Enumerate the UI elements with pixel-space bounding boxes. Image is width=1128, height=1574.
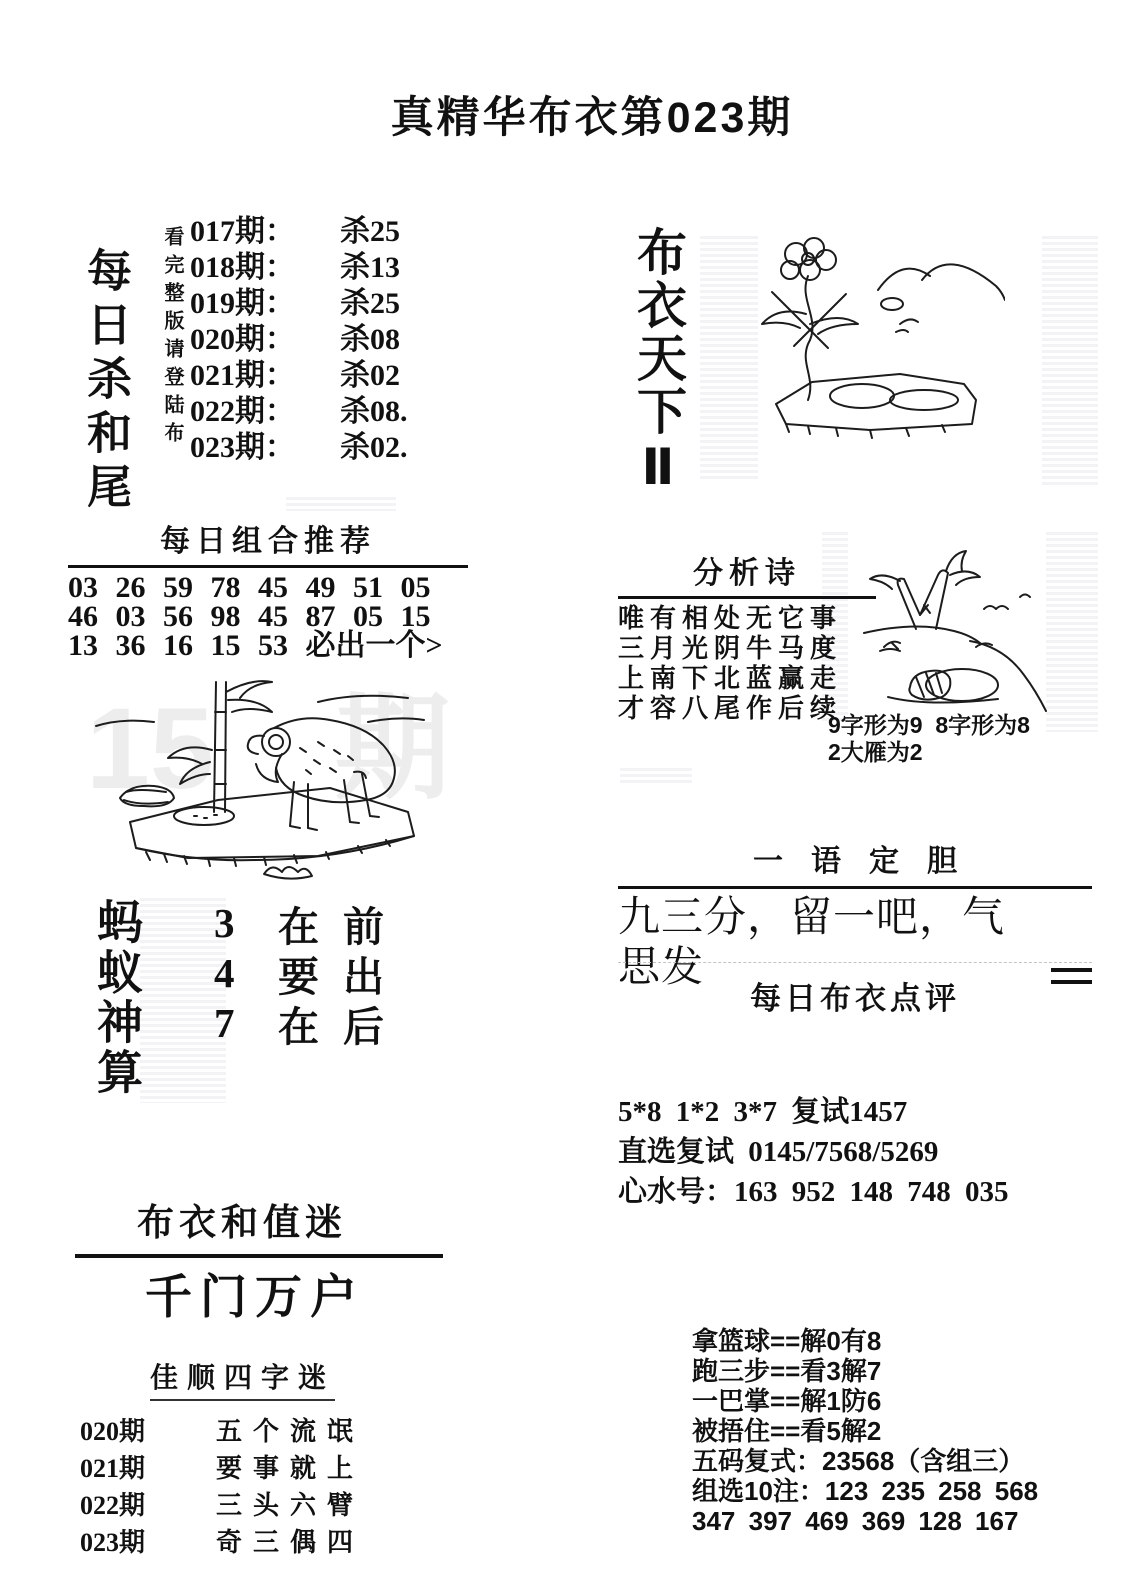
one-phrase-title: 一语定胆 <box>753 845 985 878</box>
flower-rock-sketch <box>750 228 1005 443</box>
combo-section <box>68 516 468 892</box>
poem-note-line: 2大雁为2 <box>828 739 923 765</box>
ant-god-line <box>214 898 408 948</box>
hezhi-answer: 千门万户 <box>145 1270 365 1323</box>
issue-number: 020期 <box>80 1417 146 1446</box>
tips-section <box>692 1326 1122 1536</box>
combo-row: 03 26 59 78 45 49 51 05 <box>68 571 431 604</box>
review-line: 直选复试 0145/7568/5269 <box>618 1136 939 1168</box>
digit: 4 <box>214 950 235 996</box>
issue-number: 019期： <box>190 287 295 320</box>
combo-row: 46 03 56 98 45 87 05 15 <box>68 600 431 633</box>
daily-kill-row <box>190 354 408 390</box>
issue-number: 021期 <box>80 1454 146 1483</box>
divider-line <box>618 886 1092 889</box>
tip-line: 拿篮球==解0有8 <box>692 1326 882 1356</box>
divider-line <box>618 962 1092 963</box>
tree-hill-sketch <box>858 545 1053 715</box>
poem-line: 才容八尾作后续 <box>618 694 843 723</box>
butianxia-label: 布衣天下Ⅱ <box>630 226 686 499</box>
watermark-right: 期 <box>334 685 450 813</box>
poem-section <box>618 548 876 724</box>
poem-lines <box>618 604 876 724</box>
kill-value: 杀02 <box>340 359 400 392</box>
kill-value: 杀08 <box>340 323 400 356</box>
scan-artifact <box>286 497 396 511</box>
riddle-text: 五个流氓 <box>216 1417 365 1446</box>
scan-artifact <box>1042 236 1098 486</box>
tip-line: 组选10注：123 235 258 568 <box>692 1476 1039 1506</box>
kill-value: 杀13 <box>340 251 400 284</box>
issue-number: 017期： <box>190 215 295 248</box>
review-line: 5*8 1*2 3*7 复试1457 <box>618 1096 908 1128</box>
divider-line <box>75 1254 443 1258</box>
tip-line: 被捂住==看5解2 <box>692 1416 882 1446</box>
poem-title: 分析诗 <box>618 548 876 599</box>
riddle-text: 要事就上 <box>216 1454 365 1483</box>
daily-kill-row <box>190 318 408 354</box>
issue-number: 022期： <box>190 395 295 428</box>
daily-kill-note: 看完整版请登陆布 <box>161 226 183 450</box>
ant-god-line <box>214 948 408 998</box>
hezhi-title: 布衣和值迷 <box>137 1202 347 1243</box>
review-title: 每日布衣点评 <box>750 981 960 1016</box>
four-char-row <box>80 1411 400 1448</box>
ant-god-line <box>214 998 408 1048</box>
review-section <box>618 962 1092 1212</box>
four-char-row <box>80 1522 400 1559</box>
tip-line: 跑三步==看3解7 <box>692 1356 882 1386</box>
riddle-text: 三头六臂 <box>216 1491 365 1520</box>
tip-line: 347 397 469 369 128 167 <box>692 1506 1019 1536</box>
combo-title: 每日组合推荐 <box>68 516 468 568</box>
four-char-section <box>80 1356 400 1559</box>
daily-kill-row <box>190 282 408 318</box>
ant-god-label: 蚂蚁神算 <box>91 898 143 1098</box>
daily-kill-row <box>190 390 408 426</box>
kill-value: 杀02. <box>340 431 408 464</box>
four-char-row <box>80 1485 400 1522</box>
review-lines <box>618 1092 1092 1212</box>
position-text: 要出 <box>278 953 408 1000</box>
combo-row: 13 36 16 15 53 必出一个> <box>68 629 443 662</box>
poem-line: 三月光阴牛马度 <box>618 634 843 663</box>
issue-number: 020期： <box>190 323 295 356</box>
poem-line: 唯有相处无它事 <box>618 604 843 633</box>
kill-value: 杀08. <box>340 395 408 428</box>
poem-notes <box>828 712 1030 766</box>
scan-artifact <box>620 768 692 786</box>
issue-number: 023期： <box>190 431 295 464</box>
four-char-title: 佳顺四字迷 <box>150 1356 335 1401</box>
daily-kill-row <box>190 426 408 462</box>
page-title: 真精华布衣第023期 <box>390 94 794 142</box>
daily-kill-label: 每日杀和尾 <box>80 247 130 517</box>
issue-number: 018期： <box>190 251 295 284</box>
tip-line: 一巴掌==解1防6 <box>692 1386 882 1416</box>
hezhi-section <box>75 1192 443 1327</box>
issue-number: 022期 <box>80 1491 146 1520</box>
tip-line: 五码复式：23568（含组三） <box>692 1446 1025 1476</box>
scan-artifact <box>1046 532 1098 732</box>
four-char-list <box>80 1411 400 1559</box>
issue-number: 021期： <box>190 359 295 392</box>
daily-kill-list <box>190 210 408 462</box>
daily-kill-row <box>190 246 408 282</box>
watermark-left: 15 <box>86 685 214 813</box>
ram-on-rock-sketch <box>68 664 468 892</box>
issue-number: 023期 <box>80 1528 146 1557</box>
daily-kill-row <box>190 210 408 246</box>
digit: 7 <box>214 1000 235 1046</box>
digit: 3 <box>214 900 235 946</box>
poem-note-line: 9字形为9 8字形为8 <box>828 712 1030 738</box>
review-line: 心水号：163 952 148 748 035 <box>618 1176 1009 1208</box>
poem-line: 上南下北蓝赢走 <box>618 664 843 693</box>
one-phrase-text: 九三分，留一吧，气思发 <box>618 895 1006 992</box>
riddle-text: 奇三偶四 <box>216 1528 365 1557</box>
position-text: 在后 <box>278 1003 408 1050</box>
four-char-row <box>80 1448 400 1485</box>
combo-numbers <box>68 573 468 660</box>
kill-value: 杀25 <box>340 215 400 248</box>
kill-value: 杀25 <box>340 287 400 320</box>
ant-god-lines <box>214 898 408 1048</box>
position-text: 在前 <box>278 903 408 950</box>
ram-sketch-area <box>68 664 468 892</box>
